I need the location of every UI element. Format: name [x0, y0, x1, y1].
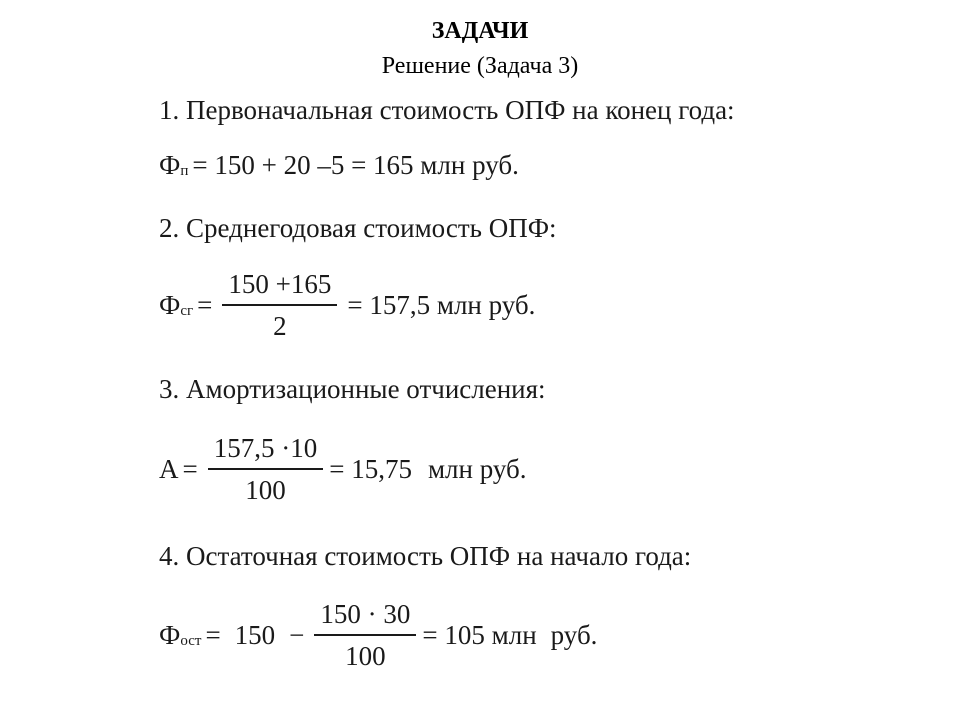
step-3-heading: 3. Амортизационные отчисления:	[159, 374, 546, 404]
formula-symbol: Ф	[159, 150, 181, 180]
step-3-formula	[159, 434, 527, 504]
formula-equals: =	[182, 453, 198, 484]
formula-symbol: А	[159, 453, 179, 484]
step-4-heading: 4. Остаточная стоимость ОПФ на начало года:	[159, 541, 692, 571]
step-4-formula	[159, 600, 597, 670]
fraction	[208, 434, 324, 504]
step-1-formula	[159, 150, 523, 181]
formula-minuend: 150	[234, 619, 276, 650]
step-1-heading: 1. Первоначальная стоимость ОПФ на конец года:	[159, 95, 735, 125]
fraction-numerator: 157,5 ·10	[213, 433, 318, 463]
fraction	[222, 270, 337, 340]
formula-expression: = 150 + 20 –5 = 165 млн руб.	[192, 150, 519, 180]
formula-equals: =	[197, 289, 213, 320]
fraction	[314, 600, 416, 670]
formula-symbol: Ф	[159, 289, 181, 320]
formula-unit: руб.	[550, 619, 598, 650]
formula-subscript: п	[180, 163, 189, 179]
formula-symbol: Ф	[159, 619, 181, 650]
formula-result: = 105 млн	[422, 619, 537, 650]
step-2-heading: 2. Среднегодовая стоимость ОПФ:	[159, 213, 557, 243]
formula-subscript: сг	[180, 302, 194, 319]
formula-result: = 15,75	[329, 453, 412, 484]
page-subtitle: Решение (Задача 3)	[381, 53, 579, 79]
fraction-numerator: 150 · 30	[320, 599, 411, 629]
formula-minus: −	[289, 619, 305, 650]
step-2-formula	[159, 270, 539, 340]
fraction-numerator: 150 +165	[228, 269, 332, 299]
formula-equals: =	[205, 619, 221, 650]
page-title: ЗАДАЧИ	[431, 18, 529, 44]
formula-result: = 157,5 млн руб.	[347, 289, 536, 320]
formula-unit: млн руб.	[427, 453, 527, 484]
formula-subscript: ост	[180, 632, 202, 649]
fraction-denominator: 100	[245, 475, 286, 505]
fraction-denominator: 100	[345, 641, 386, 671]
fraction-denominator: 2	[273, 311, 287, 341]
